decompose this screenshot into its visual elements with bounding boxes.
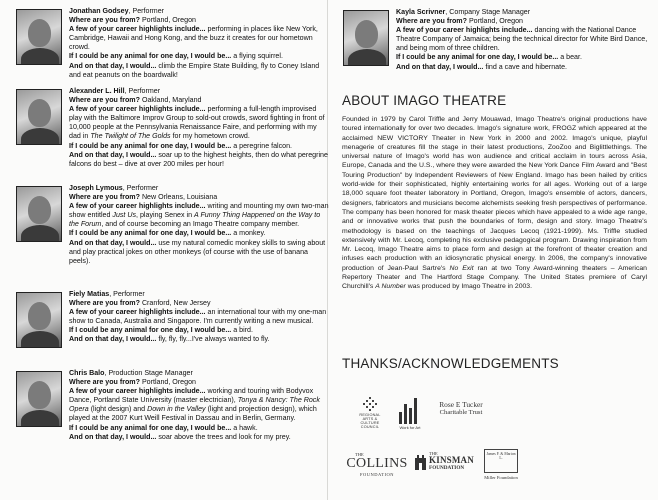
bio-text: Alexander L. Hill, Performer Where are you from? Oakland, Maryland A few of your career highlights include... performing a full-length improvised play with the Baltimore Improv Group to sold-out crowds, sword fighting in front of 10,000 people at the Pennsylvania Renaissance Faire, and performing with my dad in The Twilight of The Golds for my hometown crowd. If I could be any animal for one day, I would be... a peregrine falcon. And on that day, I would... soar up to the highest heights, then do what peregrine falcons do best – dive at over 200 miles per hour! <box>69 87 328 168</box>
bio-end-of-day: soar up to the highest heights, then do what peregrine falcons do best – dive at over 200 miles per hour! <box>69 150 328 168</box>
bio-highlights: dancing with the National Dance Theatre Company of Jamaica; being the technical director for White Bird Dance, and being mom of three children. <box>396 26 648 53</box>
thanks-heading: THANKS/ACKNOWLEDGEMENTS <box>342 356 559 371</box>
bio-name: Joseph Lymous <box>69 184 123 192</box>
kinsman-foundation-logo: THE KINSMAN FOUNDATION <box>412 446 476 476</box>
bio-role: Performer <box>132 7 165 15</box>
bar-graphic-icon <box>398 396 422 424</box>
bio-text: Fiely Matias, Performer Where are you from? Cranford, New Jersey A few of your career highlights include... an international tour with my one-man show to Canada, Australia and Singapore. I'm currently writing a new musical. If I could be any animal for one day, I would be... a bird. And on that day, I would... fly, fly, fly...I've always wanted to fly. <box>69 290 327 344</box>
bio-end-of-day: use my natural comedic monkey skills to swing about and play practical jokes on other monkeys (of course with the use of banana peels). <box>69 238 326 265</box>
bio-name: Jonathan Godsey <box>69 7 129 15</box>
headshot-photo <box>16 89 62 145</box>
bio-animal: a monkey. <box>233 229 266 238</box>
miller-foundation-logo: James F. & Marion L. Miller Foundation <box>480 446 522 482</box>
bio-end-of-day: climb the Empire State Building, fly to Coney Island and eat peanuts on the boardwalk! <box>69 61 320 79</box>
headshot-photo <box>343 10 389 66</box>
bio-role: Performer <box>128 87 161 95</box>
bio-from: Portland, Oregon <box>468 17 523 26</box>
headshot-photo <box>16 186 62 242</box>
bio-role: Performer <box>126 184 159 192</box>
bio-name: Alexander L. Hill <box>69 87 125 95</box>
bio-animal: a bird. <box>233 326 253 335</box>
bio-from: Portland, Oregon <box>141 16 196 25</box>
headshot-photo <box>16 371 62 427</box>
bio-animal: a hawk. <box>233 423 258 432</box>
bio-role: Production Stage Manager <box>108 369 193 377</box>
bio-end-of-day: fly, fly, fly...I've always wanted to fly. <box>158 335 270 344</box>
bio-from: Cranford, New Jersey <box>141 299 211 308</box>
bio-text: Jonathan Godsey, Performer Where are you from? Portland, Oregon A few of your career highlights include... performing in places like New York, Cambridge, Hawaii and Hong Kong, and the buzz it creates for our hometown crowd. If I could be any animal for one day, I would be... a flying squirrel. And on that day, I would... climb the Empire State Building, fly to Coney Island and eat peanuts on the boardwalk! <box>69 7 320 79</box>
bio-end-of-day: soar above the trees and look for my prey. <box>158 432 291 441</box>
castle-icon <box>414 452 427 470</box>
bio-from: New Orleans, Louisiana <box>141 193 218 202</box>
racc-logo: REGIONAL ARTS & CULTURE COUNCIL <box>354 388 386 438</box>
bio-from: Portland, Oregon <box>141 378 196 387</box>
bio-animal: a peregrine falcon. <box>233 141 293 150</box>
bio-animal: a bear. <box>560 53 582 62</box>
bio-name: Chris Balo <box>69 369 105 377</box>
bio-name: Kayla Scrivner <box>396 8 446 16</box>
bio-text: Chris Balo, Production Stage Manager Where are you from? Portland, Oregon A few of your career highlights include... working and touring with Bodyvox Dance, Portland State University (master electrician), Tonya & Nancy: The Rock Opera (light design) and Down in the Valley (light and projection design), which played at the 2007 Kurt Weill Festival in Dassau and in Berlin, Germany. If I could be any animal for one day, I would be... a hawk. And on that day, I would... soar above the trees and look for my prey. <box>69 369 320 441</box>
bio-highlights: performing in places like New York, Cambridge, Hawaii and Hong Kong, and the buzz it creates for our hometown crowd. <box>69 25 318 52</box>
bio-role: Performer <box>113 290 145 298</box>
bio-from: Oakland, Maryland <box>141 96 202 105</box>
bio-role: Company Stage Manager <box>449 8 531 16</box>
bio-animal: a flying squirrel. <box>233 52 283 61</box>
about-heading: ABOUT IMAGO THEATRE <box>342 93 507 108</box>
bio-text: Kayla Scrivner, Company Stage Manager Where are you from? Portland, Oregon A few of your career highlights include... dancing with the National Dance Theatre Company of Jamaica; being the technical director for White Bird Dance, and being mom of three children. If I could be any animal for one day, I would be... a bear. And on that day, I would... find a cave and hibernate. <box>396 8 648 71</box>
about-paragraph: Founded in 1979 by Carol Triffle and Jerry Mouawad, Imago Theatre's original productions have toured internationally for over two decades. Imago's signature work, FROGZ which appeared at the acclaimed NEW VICTORY Theater in New York in 2000 and 2002. Imago's unique, playful menagerie of creatures fill the stage in their latest productions, ZooZoo and Biglittlethings. The universal nature of Imago's world has won audience and critical acclaim in tours across Asia, Europe, Canada and the U.S., where they were awarded the New York Dance Film Award and "Best Touring Production" by Independent Reviewers of New England. Imago has been hailed by critics world-wide for their sophisticated, highly entertaining works for all ages. Working out of a large 18,000 square foot theater laboratory in Portland, Oregon, Imago's ensemble of actors, dancers, designers, fabricators and musicians become alchemists seeking fresh perspectives of performance. The company has been honored for mask theater pieces which have appealed to a wide age range, and or innovative works that push the boundaries of form, design and story. Imago Theatre's methodology is based on the teachings of Jacques Lecoq (1921-1999). Ms. Triffle studied extensively with Mr. Lecoq, completing his exclusive pedagogical program. Drawing inspiration from Mr. Lecoq, Imago Theatre aims to place form and design at the forefront of theater creation and infuses each production with an idiosyncratic physical energy. In 2006, the company's innovative production of Jean-Paul Sartre's No Exit ran at two Tony Award-winning theaters – American Repertory Theater and The Hartford Stage Company. The United States premiere of Caryl Churchill's A Number was produced by Imago Theatre in 2003. <box>342 116 647 291</box>
work-for-art-logo: Work for Art <box>395 390 425 436</box>
headshot-photo <box>16 9 62 65</box>
headshot-photo <box>16 292 62 348</box>
rose-tucker-trust-logo: Rose E Tucker Charitable Trust <box>439 400 483 417</box>
racc-mark-icon <box>363 397 377 411</box>
collins-foundation-logo: THE COLLINS FOUNDATION <box>346 451 408 477</box>
bio-name: Fiely Matias <box>69 290 110 298</box>
bio-end-of-day: find a cave and hibernate. <box>485 62 567 71</box>
bio-highlights: an international tour with my one-man show to Canada, Australia and Singapore. I'm currently writing a new musical. <box>69 308 327 326</box>
bio-text: Joseph Lymous, Performer Where are you from? New Orleans, Louisiana A few of your career highlights include... writing and mounting my own two-man show entitled Just Us, playing Senex in A Funny Thing Happened on the Way to the Forum, and of course becoming an Imago Theatre company member. If I could be any animal for one day, I would be... a monkey. And on that day, I would... use my natural comedic monkey skills to swing about and play practical jokes on other monkeys (of course with the use of banana peels). <box>69 184 329 265</box>
